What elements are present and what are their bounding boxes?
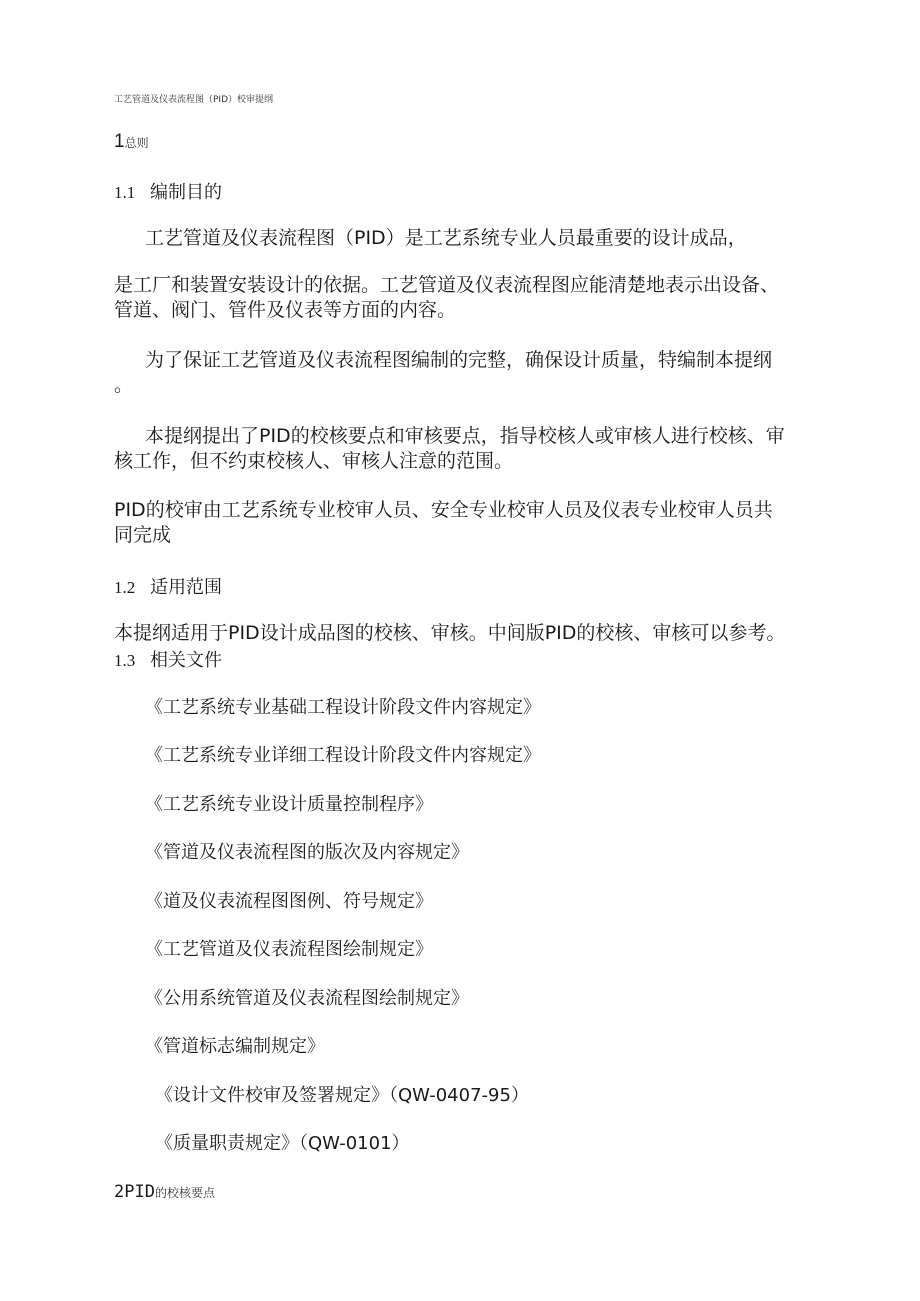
reference-item: 《公用系统管道及仪表流程图绘制规定》 [145, 988, 469, 1009]
paragraph-2-line-2: 。 [114, 374, 134, 396]
section-2-number: 2PID [114, 1182, 155, 1202]
reference-item: 《管道标志编制规定》 [145, 1036, 325, 1057]
paragraph-4-line-2: 同完成 [114, 524, 172, 546]
reference-item: 《道及仪表流程图图例、符号规定》 [145, 891, 433, 912]
subsection-1-2-title: 适用范围 [150, 577, 222, 598]
reference-item: 《工艺管道及仪表流程图绘制规定》 [145, 939, 433, 960]
paragraph-5-line-1: 本提纲适用于PID设计成品图的校核、审核。中间版PID的校核、审核可以参考。 [114, 622, 786, 644]
reference-item: 《管道及仪表流程图的版次及内容规定》 [145, 842, 469, 863]
subsection-1-1-heading [114, 178, 222, 204]
running-header: 工艺管道及仪表流程图（PID）校审提纲 [114, 95, 274, 105]
paragraph-3-line-1: 本提纲提出了PID的校核要点和审核要点，指导校核人或审核人进行校核、审 [145, 425, 785, 447]
subsection-1-3-number: 1.3 [114, 651, 136, 670]
reference-item: 《工艺系统专业详细工程设计阶段文件内容规定》 [145, 745, 541, 766]
paragraph-3-line-2: 核工作，但不约束校核人、审核人注意的范围。 [114, 450, 514, 472]
section-1-title: 总则 [124, 136, 149, 150]
subsection-1-3-heading [114, 646, 222, 672]
paragraph-2-line-1: 为了保证工艺管道及仪表流程图编制的完整，确保设计质量，特编制本提纲 [145, 349, 773, 371]
section-1-number: 1 [114, 131, 125, 152]
subsection-1-1-number: 1.1 [114, 183, 136, 202]
reference-item: 《工艺系统专业基础工程设计阶段文件内容规定》 [145, 697, 541, 718]
reference-item: 《工艺系统专业设计质量控制程序》 [145, 794, 433, 815]
subsection-1-2-heading [114, 573, 222, 599]
reference-item: 《设计文件校审及签署规定》（QW-0407-95） [155, 1085, 529, 1106]
section-2-title: 的校核要点 [154, 1186, 215, 1200]
paragraph-1-line-1: 工艺管道及仪表流程图（PID）是工艺系统专业人员最重要的设计成品， [145, 227, 747, 249]
paragraph-1-line-2: 是工厂和装置安装设计的依据。工艺管道及仪表流程图应能清楚地表示出设备、 [114, 274, 780, 296]
reference-item: 《质量职责规定》（QW-0101） [155, 1133, 410, 1154]
subsection-1-3-title: 相关文件 [150, 650, 222, 671]
paragraph-1-line-3: 管道、阀门、管件及仪表等方面的内容。 [114, 299, 457, 321]
subsection-1-2-number: 1.2 [114, 578, 136, 597]
section-2-heading [114, 1182, 215, 1202]
section-1-heading [114, 131, 149, 153]
paragraph-4-line-1: PID的校审由工艺系统专业校审人员、安全专业校审人员及仪表专业校审人员共 [114, 499, 773, 521]
subsection-1-1-title: 编制目的 [150, 182, 222, 203]
